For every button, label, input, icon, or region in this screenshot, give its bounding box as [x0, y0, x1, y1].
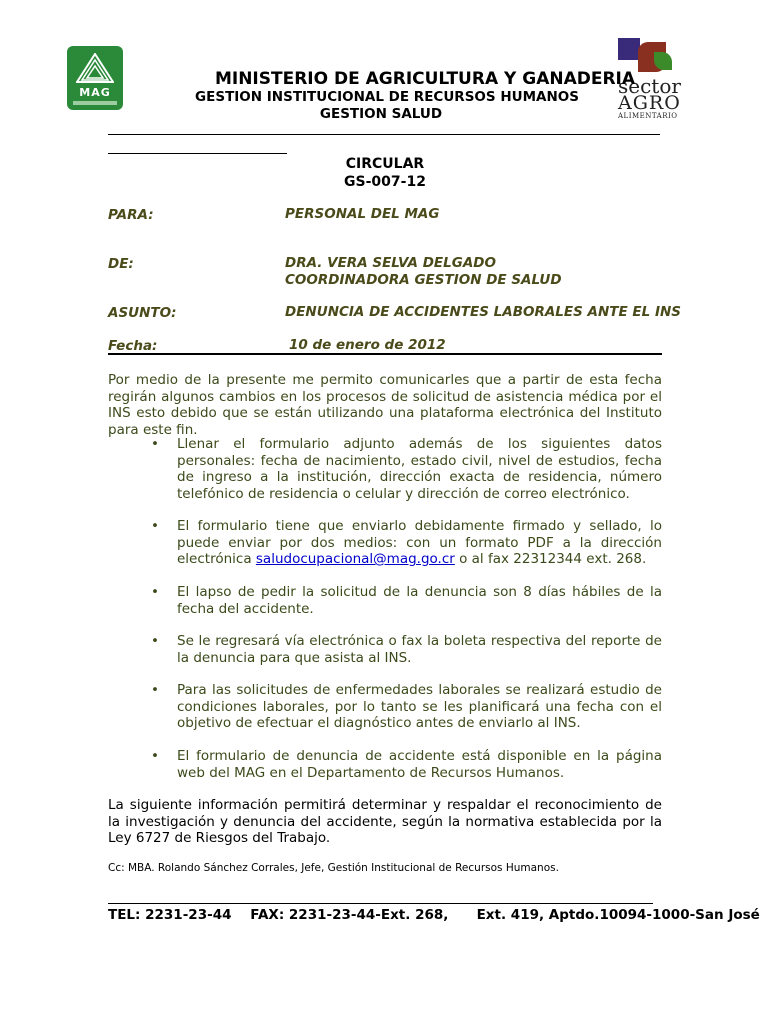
de-value-name: DRA. VERA SELVA DELGADO	[285, 255, 496, 271]
circular-title: CIRCULAR	[345, 156, 425, 172]
email-link[interactable]: saludocupacional@mag.go.cr	[255, 551, 455, 567]
intro-paragraph: Por medio de la presente me permito comunicarles que a partir de esta fecha regirán algunos cambios en los procesos de solicitud de asistencia médica por el INS esto debido que se están utilizando una plataforma electrónica del Instituto para este fin.	[108, 372, 662, 438]
list-item: • Se le regresará vía electrónica o fax la boleta respectiva del reporte de la denuncia para que asista al INS.	[151, 633, 662, 666]
sector-agro-logo-word: ALIMENTARIO	[618, 112, 678, 120]
bullet-icon: •	[151, 633, 159, 649]
ministry-title: MINISTERIO DE AGRICULTURA Y GANADERIA	[214, 69, 636, 89]
list-item: • El formulario tiene que enviarlo debidamente firmado y sellado, lo puede enviar por dos medios: con un formato PDF a la dirección electrónica saludocupacional@mag.go.cr o al fax 22312344 ext. 268.	[151, 518, 662, 567]
de-value-role: COORDINADORA GESTION DE SALUD	[285, 272, 562, 288]
closing-paragraph: La siguiente información permitirá determinar y respaldar el reconocimiento de la investigación y denuncia del accidente, según la normativa establecida por la Ley 6727 de Riesgos del Trabajo.	[108, 797, 662, 846]
sector-agro-logo-word: AGRO	[618, 92, 681, 114]
list-item: • El lapso de pedir la solicitud de la denuncia son 8 días hábiles de la fecha del accidente.	[151, 584, 662, 617]
bullet-icon: •	[151, 584, 159, 600]
bullet-icon: •	[151, 436, 159, 452]
header-rule-short	[108, 153, 287, 154]
mag-logo-text: MAG	[79, 86, 111, 99]
asunto-value: DENUNCIA DE ACCIDENTES LABORALES ANTE EL INS	[285, 304, 681, 320]
para-value: PERSONAL DEL MAG	[285, 206, 440, 222]
footer-contact: TEL: 2231-23-44 FAX: 2231-23-44-Ext. 268, Ext. 419, Aptdo.10094-1000-San José	[108, 907, 760, 923]
unit-title: GESTION SALUD	[319, 106, 443, 122]
sector-agro-logo-word: sector	[618, 74, 681, 98]
para-label: PARA:	[108, 207, 154, 223]
fecha-value: 10 de enero de 2012	[289, 337, 446, 353]
de-label: DE:	[108, 256, 134, 272]
header-rule	[108, 134, 660, 135]
list-item: • Llenar el formulario adjunto además de los siguientes datos personales: fecha de nacimiento, estado civil, nivel de estudios, fecha de ingreso a la institución, dirección exacta de residencia, número telefónico de residencia o celular y dirección de correo electrónico.	[151, 436, 662, 502]
asunto-label: ASUNTO:	[108, 305, 177, 321]
bullet-icon: •	[151, 518, 159, 534]
list-item: • El formulario de denuncia de accidente está disponible en la página web del MAG en el Departamento de Recursos Humanos.	[151, 748, 662, 781]
fecha-label: Fecha:	[108, 338, 158, 354]
circular-number: GS-007-12	[344, 174, 426, 190]
department-title: GESTION INSTITUCIONAL DE RECURSOS HUMANOS	[195, 89, 579, 105]
footer-rule	[108, 903, 653, 904]
fields-rule	[108, 353, 662, 355]
cc-line: Cc: MBA. Rolando Sánchez Corrales, Jefe, Gestión Institucional de Recursos Humanos.	[108, 862, 559, 874]
bullet-icon: •	[151, 682, 159, 698]
list-item: • Para las solicitudes de enfermedades laborales se realizará estudio de condiciones laborales, por lo tanto se les planificará una fecha con el objetivo de efectuar el diagnóstico antes de enviarlo al INS.	[151, 682, 662, 731]
bullet-icon: •	[151, 748, 159, 764]
